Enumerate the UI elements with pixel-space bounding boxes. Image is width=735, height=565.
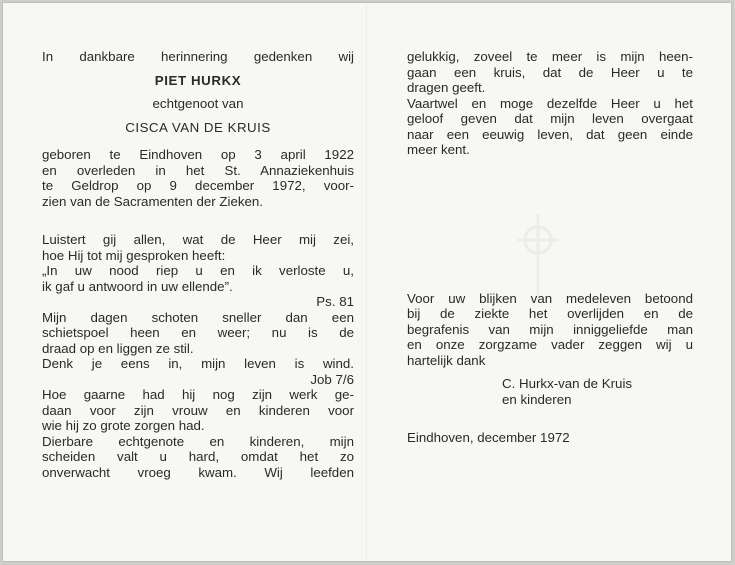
job-line: draad op en liggen ze stil. <box>42 340 194 356</box>
intro-line: In dankbare herinnering gedenken wij <box>42 49 354 64</box>
continuation-line: meer kent. <box>407 142 470 157</box>
right-page <box>407 49 693 446</box>
card-fold <box>366 3 367 561</box>
left-page <box>42 49 354 480</box>
thanks-line: hartelijk dank <box>407 352 486 368</box>
thanks-line: Voor uw blijken van medeleven betoond <box>407 290 693 306</box>
bio-line: zien van de Sacramenten der Zieken. <box>42 193 264 209</box>
tribute-paragraph <box>42 387 354 480</box>
job-quote <box>42 310 354 388</box>
job-line: Mijn dagen schoten sneller dan een <box>42 309 354 325</box>
bio-paragraph <box>42 147 354 209</box>
psalm-quote <box>42 232 354 310</box>
psalm-reference: Ps. 81 <box>316 294 354 309</box>
thanks-line: en onze zorgzame vader zeggen wij u <box>407 337 693 352</box>
bio-line: geboren te Eindhoven op 3 april 1922 <box>42 147 354 162</box>
continuation-line: geloof geven dat mijn leven overgaat <box>407 111 693 126</box>
signature-name: C. Hurkx-van de Kruis <box>502 376 633 391</box>
tribute-line: daan voor zijn vrouw en kinderen voor <box>42 402 354 418</box>
continuation-line: naar een eeuwig leven, dat geen einde <box>407 126 693 142</box>
job-line: schietspoel heen en weer; nu is de <box>42 325 354 340</box>
continuation-line: gelukkig, zoveel te meer is mijn heen- <box>407 49 693 64</box>
tribute-line: onverwacht vroeg kwam. Wij leefden <box>42 464 354 480</box>
continuation-line: gaan een kruis, dat de Heer u te <box>407 64 693 80</box>
tribute-line: wie hij zo grote zorgen had. <box>42 418 205 433</box>
place-date: Eindhoven, december 1972 <box>407 430 570 445</box>
continuation-paragraph <box>407 49 693 158</box>
bio-line: en overleden in het St. Annaziekenhuis <box>42 162 354 178</box>
thanks-paragraph <box>407 291 693 369</box>
psalm-line: ik gaf u antwoord in uw ellende”. <box>42 278 233 294</box>
tribute-line: scheiden valt u hard, omdat het zo <box>42 449 354 464</box>
relation-line: echtgenoot van <box>152 96 244 111</box>
spouse-name: CISCA VAN DE KRUIS <box>125 119 271 135</box>
continuation-line: Vaartwel en moge dezelfde Heer u het <box>407 95 693 111</box>
continuation-line: dragen geeft. <box>407 80 486 95</box>
signature-block <box>407 376 693 407</box>
tribute-line: Hoe gaarne had hij nog zijn werk ge- <box>42 387 354 402</box>
deceased-name: PIET HURKX <box>154 72 242 88</box>
job-line: Denk je eens in, mijn leven is wind. <box>42 356 354 371</box>
job-reference: Job 7/6 <box>310 371 354 387</box>
psalm-line: „In uw nood riep u en ik verloste u, <box>42 263 354 278</box>
psalm-line: hoe Hij tot mij gesproken heeft: <box>42 247 226 263</box>
bio-line: te Geldrop op 9 december 1972, voor- <box>42 178 354 193</box>
thanks-line: bij de ziekte het overlijden en de <box>407 306 693 321</box>
signature-family: en kinderen <box>502 391 572 407</box>
thanks-line: begrafenis van mijn inniggeliefde man <box>407 321 693 337</box>
psalm-line: Luistert gij allen, wat de Heer mij zei, <box>42 232 354 247</box>
tribute-line: Dierbare echtgenote en kinderen, mijn <box>42 433 354 449</box>
